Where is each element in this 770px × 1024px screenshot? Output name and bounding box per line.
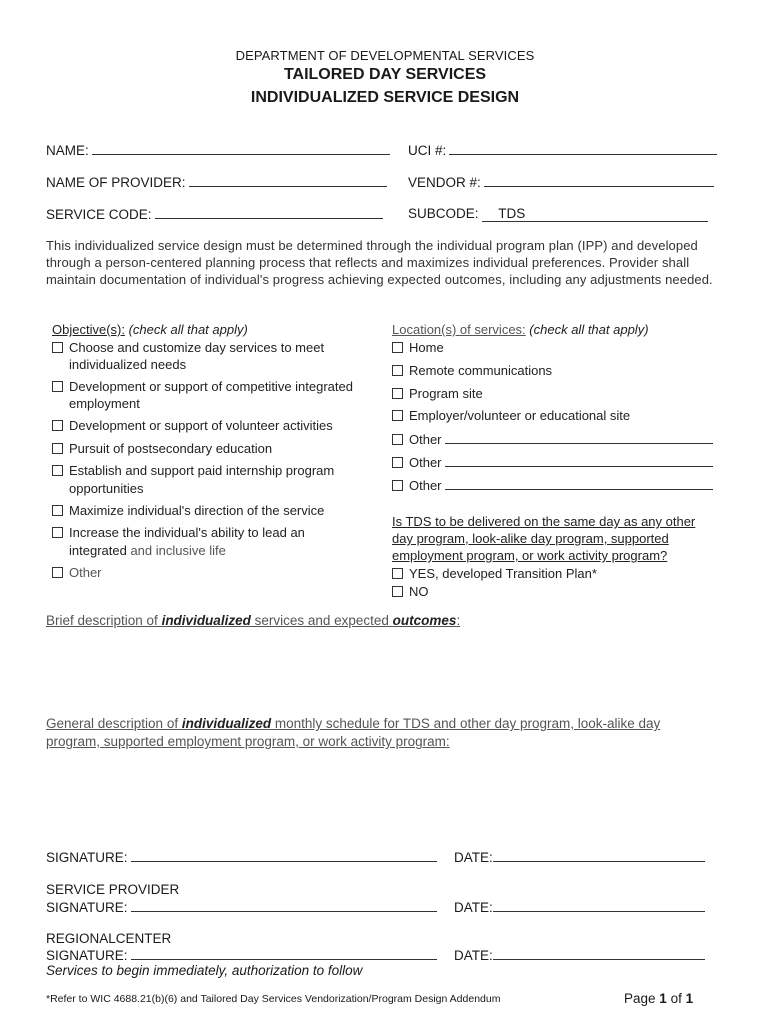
other-input-line[interactable] bbox=[445, 454, 713, 467]
brief-description-label: Brief description of individualized services and expected outcomes: bbox=[46, 613, 461, 628]
checkbox-icon[interactable] bbox=[52, 342, 63, 353]
page-number: Page 1 of 1 bbox=[624, 991, 694, 1006]
location-checkbox-employer[interactable]: Employer/volunteer or educational site bbox=[392, 408, 630, 423]
signature-input-line[interactable] bbox=[131, 899, 437, 912]
locations-heading: Location(s) of services: (check all that apply) bbox=[392, 322, 649, 337]
name-input-line[interactable] bbox=[92, 142, 390, 155]
date-row-2[interactable]: DATE: bbox=[454, 899, 705, 915]
tds-question-line3: employment program, or work activity program? bbox=[392, 548, 668, 563]
service-code-label: SERVICE CODE: bbox=[46, 207, 152, 222]
vendor-label: VENDOR #: bbox=[408, 175, 481, 190]
location-checkbox-other-3[interactable]: Other bbox=[392, 477, 713, 493]
checkbox-icon[interactable] bbox=[52, 381, 63, 392]
general-description-label: General description of individualized monthly schedule for TDS and other day program, look-alike day bbox=[46, 716, 661, 731]
checkbox-icon[interactable] bbox=[392, 410, 403, 421]
checkbox-icon[interactable] bbox=[52, 443, 63, 454]
form-title: TAILORED DAY SERVICES bbox=[283, 66, 487, 83]
uci-label: UCI #: bbox=[408, 143, 447, 158]
objective-checkbox-customize[interactable]: Choose and customize day services to meet bbox=[52, 340, 324, 355]
date-row-3[interactable]: DATE: bbox=[454, 947, 705, 963]
checkbox-icon[interactable] bbox=[392, 434, 403, 445]
signature-row-1[interactable]: SIGNATURE: bbox=[46, 849, 437, 865]
subcode-field[interactable] bbox=[408, 206, 708, 222]
checkbox-icon[interactable] bbox=[392, 586, 403, 597]
footer-reference: *Refer to WIC 4688.21(b)(6) and Tailored Day Services Vendorization/Program Design Addendum bbox=[46, 993, 501, 1005]
objective-checkbox-volunteer[interactable]: Development or support of volunteer activities bbox=[52, 418, 333, 433]
provider-input-line[interactable] bbox=[189, 174, 387, 187]
intro-paragraph: This individualized service design must be determined through the individual program plan (IPP) and developed through a person-centered planning process that reflects and maximizes individual preferences. Provider shall maintain documentation of individual's progress achieving expected outcomes, including any adjustments needed. bbox=[46, 238, 713, 287]
checkbox-icon[interactable] bbox=[52, 567, 63, 578]
objective-checkbox-direction[interactable]: Maximize individual's direction of the service bbox=[52, 503, 324, 518]
checkbox-icon[interactable] bbox=[52, 465, 63, 476]
objective-text-continued: opportunities bbox=[69, 481, 144, 496]
objectives-heading: Objective(s): (check all that apply) bbox=[52, 322, 248, 337]
service-code-input-line[interactable] bbox=[155, 206, 383, 219]
location-checkbox-remote[interactable]: Remote communications bbox=[392, 363, 552, 378]
checkbox-icon[interactable] bbox=[392, 342, 403, 353]
objective-text-continued: integrated and inclusive life bbox=[69, 543, 226, 558]
date-input-line[interactable] bbox=[493, 947, 705, 960]
uci-input-line[interactable] bbox=[449, 142, 717, 155]
signature-input-line[interactable] bbox=[131, 849, 437, 862]
objective-checkbox-internship[interactable]: Establish and support paid internship program bbox=[52, 463, 334, 478]
department-heading: DEPARTMENT OF DEVELOPMENTAL SERVICES bbox=[235, 48, 535, 63]
checkbox-icon[interactable] bbox=[52, 505, 63, 516]
other-input-line[interactable] bbox=[445, 431, 713, 444]
subcode-label: SUBCODE: bbox=[408, 206, 479, 221]
other-input-line[interactable] bbox=[445, 477, 713, 490]
checkbox-icon[interactable] bbox=[52, 420, 63, 431]
location-checkbox-other-1[interactable]: Other bbox=[392, 431, 713, 447]
vendor-field[interactable] bbox=[408, 174, 714, 190]
signature-row-2[interactable]: SIGNATURE: bbox=[46, 899, 437, 915]
name-field[interactable] bbox=[46, 142, 390, 158]
date-input-line[interactable] bbox=[493, 899, 705, 912]
service-provider-label: SERVICE PROVIDER bbox=[46, 882, 180, 897]
provider-field[interactable] bbox=[46, 174, 387, 190]
tds-question-line1: Is TDS to be delivered on the same day as any other bbox=[392, 514, 696, 529]
service-code-field[interactable] bbox=[46, 206, 383, 222]
checkbox-icon[interactable] bbox=[392, 388, 403, 399]
regional-center-label: REGIONALCENTER bbox=[46, 931, 172, 946]
name-label: NAME: bbox=[46, 143, 89, 158]
signature-row-3[interactable]: SIGNATURE: bbox=[46, 947, 437, 963]
location-checkbox-program-site[interactable]: Program site bbox=[392, 386, 483, 401]
checkbox-icon[interactable] bbox=[52, 527, 63, 538]
date-input-line[interactable] bbox=[493, 849, 705, 862]
checkbox-icon[interactable] bbox=[392, 568, 403, 579]
authorization-note: Services to begin immediately, authorization to follow bbox=[46, 963, 363, 978]
checkbox-icon[interactable] bbox=[392, 457, 403, 468]
subcode-value[interactable]: TDS bbox=[482, 206, 708, 222]
provider-label: NAME OF PROVIDER: bbox=[46, 175, 186, 190]
objective-text-continued: individualized needs bbox=[69, 357, 187, 372]
general-description-line2: program, supported employment program, or work activity program: bbox=[46, 734, 450, 749]
tds-no-checkbox[interactable]: NO bbox=[392, 584, 429, 599]
objective-text-continued: employment bbox=[69, 396, 140, 411]
checkbox-icon[interactable] bbox=[392, 365, 403, 376]
objective-checkbox-employment[interactable]: Development or support of competitive integrated bbox=[52, 379, 353, 394]
tds-question-line2: day program, look-alike day program, supported bbox=[392, 531, 669, 546]
vendor-input-line[interactable] bbox=[484, 174, 714, 187]
date-row-1[interactable]: DATE: bbox=[454, 849, 705, 865]
checkbox-icon[interactable] bbox=[392, 480, 403, 491]
objective-checkbox-postsecondary[interactable]: Pursuit of postsecondary education bbox=[52, 441, 272, 456]
form-subtitle: INDIVIDUALIZED SERVICE DESIGN bbox=[250, 89, 520, 106]
objective-checkbox-other[interactable]: Other bbox=[52, 565, 102, 580]
location-checkbox-home[interactable]: Home bbox=[392, 340, 444, 355]
location-checkbox-other-2[interactable]: Other bbox=[392, 454, 713, 470]
objective-checkbox-lead[interactable]: Increase the individual's ability to lead an bbox=[52, 525, 305, 540]
uci-field[interactable] bbox=[408, 142, 717, 158]
signature-input-line[interactable] bbox=[131, 947, 437, 960]
tds-yes-checkbox[interactable]: YES, developed Transition Plan* bbox=[392, 566, 597, 581]
